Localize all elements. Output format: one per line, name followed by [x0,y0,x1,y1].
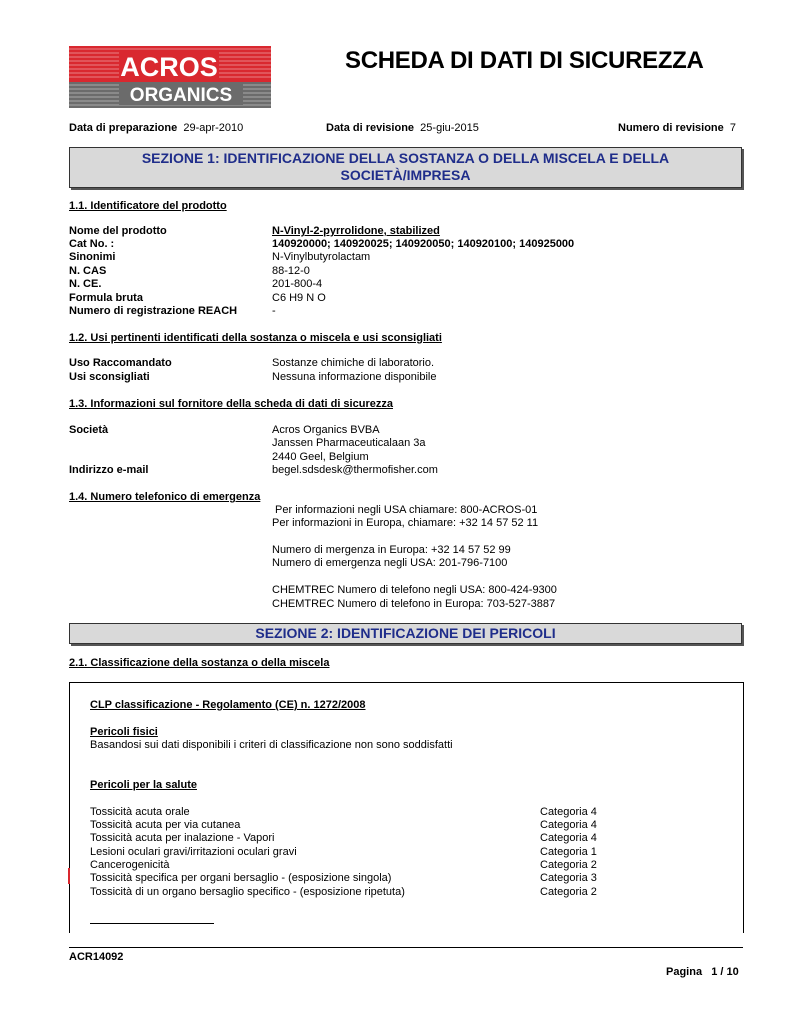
uses-advised-against-value: Nessuna informazione disponibile [272,371,437,383]
recommended-use-value: Sostanze chimiche di laboratorio. [272,357,435,369]
hazard-row: Cancerogenicità [90,859,170,871]
margin-mark [68,868,70,884]
synonyms-label: Sinonimi [69,251,116,263]
product-name-value: N-Vinyl-2-pyrrolidone, stabilized [272,225,440,237]
revision-number-value: 7 [729,122,737,134]
section-2-banner [69,623,742,644]
subsection-2-1-heading: 2.1. Classificazione della sostanza o della miscela [69,657,330,669]
reach-value: - [272,305,276,317]
page-value: 1 / 10 [711,966,739,978]
synonyms-value: N-Vinylbutyrolactam [272,251,371,263]
physical-hazards-heading: Pericoli fisici [90,726,158,738]
revision-date-value: 25-giu-2015 [420,122,479,134]
section-1-title-line2: SOCIETÀ/IMPRESA [340,167,471,183]
document-code: ACR14092 [69,951,124,963]
physical-hazards-text: Basandosi sui dati disponibili i criteri di classificazione non sono soddisfatti [90,739,453,751]
uses-advised-against-label: Usi sconsigliati [69,371,150,383]
revision-date-label: Data di revisione [326,122,415,134]
ec-label: N. CE. [69,278,102,290]
reach-label: Numero di registrazione REACH [69,305,238,317]
page-number [666,966,739,978]
hazard-category: Categoria 2 [540,859,597,871]
emergency-line: CHEMTREC Numero di telefono in Europa: 703-527-3887 [272,598,556,610]
hazard-category: Categoria 2 [540,886,597,898]
cas-label: N. CAS [69,265,107,277]
company-line: Acros Organics BVBA [272,424,380,436]
hazard-row: Tossicità acuta per via cutanea [90,819,241,831]
formula-value: C6 H9 N O [272,292,326,304]
preparation-date-label: Data di preparazione [69,122,178,134]
hazard-row: Tossicità acuta orale [90,806,190,818]
document-title: SCHEDA DI DATI DI SICUREZZA [345,47,704,74]
preparation-date-value: 29-apr-2010 [183,122,244,134]
section-1-banner [69,147,742,188]
hazard-row: Tossicità acuta per inalazione - Vapori [90,832,275,844]
revision-number [618,122,736,134]
acros-organics-logo [69,46,271,108]
hazard-category: Categoria 3 [540,872,597,884]
cat-no-value: 140920000; 140920025; 140920050; 140920100; 140925000 [272,238,575,250]
subsection-1-1-heading: 1.1. Identificatore del prodotto [69,200,227,212]
revision-date [326,122,479,134]
emergency-line: Per informazioni negli USA chiamare: 800-ACROS-01 [272,504,538,516]
footnote-divider [90,923,214,924]
revision-number-label: Numero di revisione [618,122,724,134]
emergency-line: Numero di mergenza in Europa: +32 14 57 52 99 [272,544,511,556]
logo-text-top: ACROS [120,52,218,82]
hazard-row: Lesioni oculari gravi/irritazioni oculari gravi [90,846,297,858]
page-label: Pagina [666,966,703,978]
ec-value: 201-800-4 [272,278,323,290]
hazard-category: Categoria 4 [540,832,597,844]
recommended-use-label: Uso Raccomandato [69,357,172,369]
emergency-line: Per informazioni in Europa, chiamare: +32 14 57 52 11 [272,517,539,529]
company-label: Società [69,424,109,436]
email-value: begel.sdsdesk@thermofisher.com [272,464,438,476]
company-line: 2440 Geel, Belgium [272,451,369,463]
hazard-category: Categoria 1 [540,846,597,858]
email-label: Indirizzo e-mail [69,464,149,476]
cas-value: 88-12-0 [272,265,310,277]
subsection-1-4-heading: 1.4. Numero telefonico di emergenza [69,491,261,503]
hazard-row: Tossicità specifica per organi bersaglio - (esposizione singola) [90,872,392,884]
section-2-title: SEZIONE 2: IDENTIFICAZIONE DEI PERICOLI [255,625,556,641]
subsection-1-3-heading: 1.3. Informazioni sul fornitore della scheda di dati di sicurezza [69,398,393,410]
health-hazards-heading: Pericoli per la salute [90,779,197,791]
section-1-title-line1: SEZIONE 1: IDENTIFICAZIONE DELLA SOSTANZA O DELLA MISCELA E DELLA [141,150,670,166]
preparation-date [69,122,243,134]
footer-divider [69,947,743,948]
hazard-category: Categoria 4 [540,819,597,831]
formula-label: Formula bruta [69,292,143,304]
clp-heading: CLP classificazione - Regolamento (CE) n. 1272/2008 [90,699,366,711]
subsection-1-2-heading: 1.2. Usi pertinenti identificati della sostanza o miscela e usi sconsigliati [69,332,442,344]
logo-text-bottom: ORGANICS [129,85,233,106]
emergency-line: CHEMTREC Numero di telefono negli USA: 800-424-9300 [272,584,557,596]
emergency-line: Numero di emergenza negli USA: 201-796-7100 [272,557,508,569]
hazard-category: Categoria 4 [540,806,597,818]
cat-no-label: Cat No. : [69,238,115,250]
company-line: Janssen Pharmaceuticalaan 3a [272,437,426,449]
product-name-label: Nome del prodotto [69,225,167,237]
hazard-row: Tossicità di un organo bersaglio specifico - (esposizione ripetuta) [90,886,405,898]
